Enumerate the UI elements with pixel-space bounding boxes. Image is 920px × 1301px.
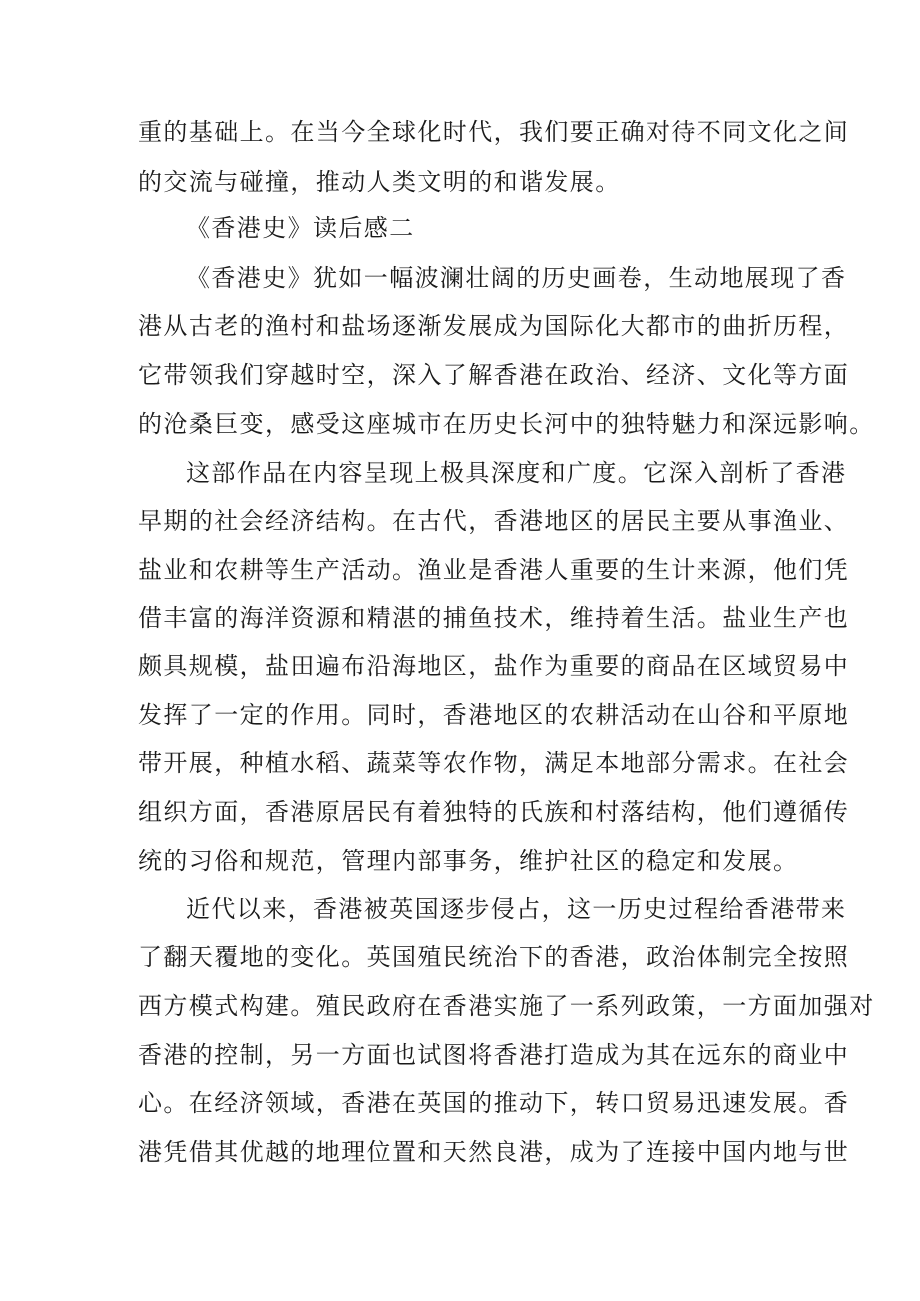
text-line: 带开展，种植水稻、蔬菜等农作物，满足本地部分需求。在社会 — [138, 749, 850, 777]
paragraph-first-line: 这部作品在内容呈现上极具深度和广度。它深入剖析了香港 — [186, 459, 847, 487]
text-line: 组织方面，香港原居民有着独特的氏族和村落结构，他们遵循传 — [138, 798, 850, 826]
text-line: 颇具规模，盐田遍布沿海地区，盐作为重要的商品在区域贸易中 — [138, 652, 850, 680]
text-line: 港从古老的渔村和盐场逐渐发展成为国际化大都市的曲折历程， — [138, 312, 850, 340]
text-line: 发挥了一定的作用。同时，香港地区的农耕活动在山谷和平原地 — [138, 701, 850, 729]
text-line: 港凭借其优越的地理位置和天然良港，成为了连接中国内地与世 — [138, 1138, 850, 1166]
text-line: 西方模式构建。殖民政府在香港实施了一系列政策，一方面加强对 — [138, 992, 875, 1020]
text-line: 它带领我们穿越时空，深入了解香港在政治、经济、文化等方面 — [138, 361, 850, 389]
text-line: 盐业和农耕等生产活动。渔业是香港人重要的生计来源，他们凭 — [138, 556, 850, 584]
text-line: 借丰富的海洋资源和精湛的捕鱼技术，维持着生活。盐业生产也 — [138, 604, 850, 632]
section-title: 《香港史》读后感二 — [186, 214, 415, 242]
text-line: 香港的控制，另一方面也试图将香港打造成为其在远东的商业中 — [138, 1041, 850, 1069]
text-line: 的沧桑巨变，感受这座城市在历史长河中的独特魅力和深远影响。 — [138, 410, 875, 438]
text-line: 的交流与碰撞，推动人类文明的和谐发展。 — [138, 168, 621, 196]
text-line: 了翻天覆地的变化。英国殖民统治下的香港，政治体制完全按照 — [138, 943, 850, 971]
paragraph-first-line: 近代以来，香港被英国逐步侵占，这一历史过程给香港带来 — [186, 895, 847, 923]
text-line: 重的基础上。在当今全球化时代，我们要正确对待不同文化之间 — [138, 118, 850, 146]
text-line: 心。在经济领域，香港在英国的推动下，转口贸易迅速发展。香 — [138, 1089, 850, 1117]
paragraph-first-line: 《香港史》犹如一幅波澜壮阔的历史画卷，生动地展现了香 — [186, 264, 847, 292]
text-line: 早期的社会经济结构。在古代，香港地区的居民主要从事渔业、 — [138, 507, 850, 535]
text-line: 统的习俗和规范，管理内部事务，维护社区的稳定和发展。 — [138, 847, 799, 875]
